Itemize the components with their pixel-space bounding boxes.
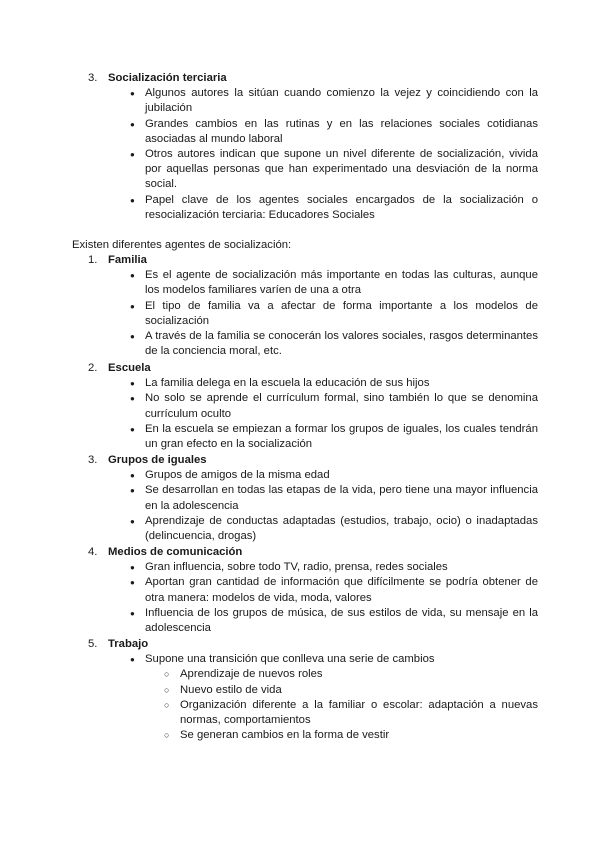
list-item: ● Grupos de amigos de la misma edad <box>88 468 538 483</box>
section-number: 1. <box>88 254 98 266</box>
list-item: ● Supone una transición que conlleva una serie de cambios <box>88 652 538 667</box>
section-familia <box>88 253 538 359</box>
bullet-list <box>88 560 538 636</box>
section-heading <box>88 453 538 468</box>
list-item: ● Influencia de los grupos de música, de sus estilos de vida, su mensaje en la adolescencia <box>88 606 538 636</box>
list-item: ● Otros autores indican que supone un nivel diferente de socialización, vivida por aquellas personas que han experimentado una desviación de la norma social. <box>88 147 538 193</box>
bullet-list <box>88 468 538 544</box>
bullet-list <box>88 268 538 359</box>
section-heading <box>88 71 538 86</box>
list-item: ● A través de la familia se conocerán los valores sociales, rasgos determinantes de la conciencia moral, etc. <box>88 329 538 359</box>
list-item: ● Gran influencia, sobre todo TV, radio, prensa, redes sociales <box>88 560 538 575</box>
section-trabajo <box>88 637 538 743</box>
sub-bullet-list <box>88 667 538 743</box>
section-heading <box>88 361 538 376</box>
section-number: 4. <box>88 546 98 558</box>
section-medios-de-comunicacion <box>88 545 538 636</box>
section-socializacion-terciaria <box>88 71 538 223</box>
section-number: 5. <box>88 638 98 650</box>
sub-list-item: ○ Aprendizaje de nuevos roles <box>88 667 538 682</box>
section-heading <box>88 637 538 652</box>
list-item: ● La familia delega en la escuela la educación de sus hijos <box>88 376 538 391</box>
section-title: Medios de comunicación <box>108 546 243 558</box>
bullet-list <box>88 376 538 452</box>
list-item: ● Se desarrollan en todas las etapas de la vida, pero tiene una mayor influencia en la adolescencia <box>88 483 538 513</box>
section-title: Grupos de iguales <box>108 454 207 466</box>
list-item: ● El tipo de familia va a afectar de forma importante a los modelos de socialización <box>88 299 538 329</box>
bullet-list <box>88 652 538 667</box>
list-item: ● Papel clave de los agentes sociales encargados de la socialización o resocialización terciaria: Educadores Sociales <box>88 193 538 223</box>
list-item: ● Es el agente de socialización más importante en todas las culturas, aunque los modelos familiares varíen de una a otra <box>88 268 538 298</box>
list-item: ● En la escuela se empiezan a formar los grupos de iguales, los cuales tendrán un gran efecto en la socialización <box>88 422 538 452</box>
list-item: ● Algunos autores la sitúan cuando comienzo la vejez y coincidiendo con la jubilación <box>88 86 538 116</box>
intro-paragraph: Existen diferentes agentes de socialización: <box>72 239 292 251</box>
section-title: Escuela <box>108 362 151 374</box>
section-number: 3. <box>88 454 98 466</box>
section-title: Trabajo <box>108 638 149 650</box>
bullet-list <box>88 86 538 223</box>
section-heading <box>88 253 538 268</box>
section-number: 2. <box>88 362 98 374</box>
section-title: Familia <box>108 254 147 266</box>
section-grupos-de-iguales <box>88 453 538 544</box>
section-heading <box>88 545 538 560</box>
section-escuela <box>88 361 538 452</box>
sub-list-item: ○ Nuevo estilo de vida <box>88 683 538 698</box>
section-number: 3. <box>88 72 98 84</box>
list-item: ● No solo se aprende el currículum formal, sino también lo que se denomina currículum oculto <box>88 391 538 421</box>
list-item: ● Aprendizaje de conductas adaptadas (estudios, trabajo, ocio) o inadaptadas (delincuencia, drogas) <box>88 514 538 544</box>
list-item: ● Aportan gran cantidad de información que difícilmente se podría obtener de otra manera: modelos de vida, moda, valores <box>88 575 538 605</box>
section-title: Socialización terciaria <box>108 72 227 84</box>
list-item: ● Grandes cambios en las rutinas y en las relaciones sociales cotidianas asociadas al mundo laboral <box>88 117 538 147</box>
sub-list-item: ○ Organización diferente a la familiar o escolar: adaptación a nuevas normas, comportamientos <box>88 698 538 728</box>
sub-list-item: ○ Se generan cambios en la forma de vestir <box>88 728 538 743</box>
